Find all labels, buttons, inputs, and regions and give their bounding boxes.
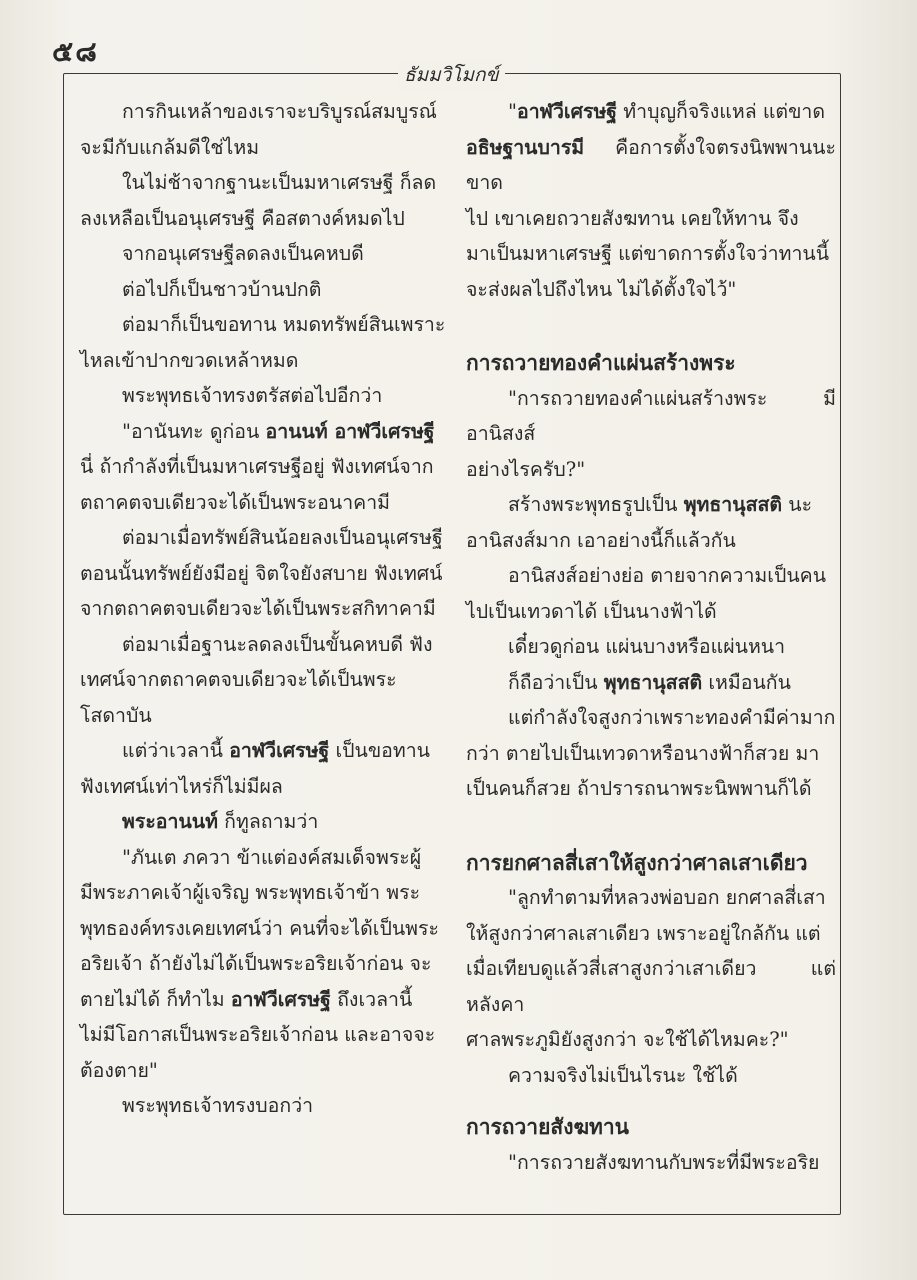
text-line: อานิสงส์มาก เอาอย่างนี้ก็แล้วกัน bbox=[466, 528, 736, 552]
text-line: จะมีกับแกล้มดีใช่ไหม bbox=[80, 135, 260, 159]
text-line: ลงเหลือเป็นอนุเศรษฐี คือสตางค์หมดไป bbox=[80, 206, 405, 230]
text-span: ก็ทูลถามว่า bbox=[217, 810, 319, 833]
section-heading: การถวายทองคำแผ่นสร้างพระ bbox=[466, 350, 736, 375]
text-line: "ลูกทำตามที่หลวงพ่อบอก ยกศาลสี่เสา bbox=[508, 886, 826, 909]
text-line: ไหลเข้าปากขวดเหล้าหมด bbox=[80, 348, 299, 372]
text-line bbox=[466, 130, 836, 201]
text-line bbox=[80, 733, 448, 769]
section-gap bbox=[466, 307, 836, 329]
text-line: เมื่อเทียบดูแล้วสี่เสาสูงกว่าเสาเดียว แต่หลังคา bbox=[466, 957, 836, 1016]
text-line: ไม่มีโอกาสเป็นพระอริยเจ้าก่อน และอาจจะ bbox=[80, 1023, 436, 1046]
bold-term: อาฬวีเศรษฐี bbox=[230, 987, 331, 1011]
text-line: จะส่งผลไปถึงไหน ไม่ได้ตั้งใจไว้" bbox=[466, 277, 737, 301]
text-line: ตอนนั้นทรัพย์ยังมีอยู่ จิตใจยังสบาย ฟังเทศน์ bbox=[80, 561, 443, 585]
text-line: พระพุทธเจ้าทรงบอกว่า bbox=[122, 1094, 314, 1117]
left-column bbox=[80, 94, 448, 1124]
bold-term: พระอานนท์ bbox=[122, 810, 218, 833]
text-line: เป็นคนก็สวย ถ้าปรารถนาพระนิพพานก็ได้ bbox=[466, 777, 812, 800]
text-line: "การถวายสังฆทานกับพระที่มีพระอริย bbox=[508, 1150, 820, 1174]
text-line: ต่อมาเมื่อฐานะลดลงเป็นขั้นคหบดี ฟัง bbox=[122, 632, 433, 656]
text-line bbox=[80, 982, 448, 1018]
running-header: ธัมมวิโมกข์ bbox=[398, 60, 505, 90]
text-line: ต่อไปก็เป็นชาวบ้านปกติ bbox=[122, 277, 322, 301]
text-line: ความจริงไม่เป็นไรนะ ใช้ได้ bbox=[508, 1063, 738, 1087]
text-line: พระพุทธเจ้าทรงตรัสต่อไปอีกว่า bbox=[122, 384, 383, 407]
text-span: " bbox=[508, 100, 517, 123]
text-line: การกินเหล้าของเราจะบริบูรณ์สมบูรณ์ bbox=[122, 100, 437, 123]
text-line: มาเป็นมหาเศรษฐี แต่ขาดการตั้งใจว่าทานนี้ bbox=[466, 242, 830, 265]
bold-term: อานนท์ อาฬวีเศรษฐี bbox=[265, 419, 435, 443]
text-line bbox=[466, 665, 836, 701]
text-line: ไป เขาเคยถวายสังฆทาน เคยให้ทาน จึง bbox=[466, 206, 799, 230]
text-line: มีพระภาคเจ้าผู้เจริญ พระพุทธเจ้าข้า พระ bbox=[80, 881, 421, 904]
text-span: นะ bbox=[782, 493, 813, 516]
page-number: ๕๘ bbox=[52, 35, 99, 68]
text-span: เป็นขอทาน bbox=[329, 739, 431, 762]
text-line bbox=[466, 487, 836, 523]
text-line bbox=[80, 804, 448, 840]
text-line: เดี๋ยวดูก่อน แผ่นบางหรือแผ่นหนา bbox=[508, 635, 786, 658]
text-line: ต้องตาย" bbox=[80, 1058, 158, 1082]
text-line: จากตถาคตจบเดียวจะได้เป็นพระสกิทาคามี bbox=[80, 597, 436, 620]
text-line: อานิสงส์อย่างย่อ ตายจากความเป็นคน bbox=[508, 564, 827, 587]
text-line: ไปเป็นเทวดาได้ เป็นนางฟ้าได้ bbox=[466, 599, 717, 623]
text-span: ตายไม่ได้ ก็ทำไม bbox=[80, 987, 231, 1011]
text-line: ต่อมาเมื่อทรัพย์สินน้อยลงเป็นอนุเศรษฐี bbox=[122, 526, 443, 549]
text-line: พุทธองค์ทรงเคยเทศน์ว่า คนที่จะได้เป็นพระ bbox=[80, 916, 439, 940]
text-line: "การถวายทองคำแผ่นสร้างพระ มีอานิสงส์ bbox=[466, 386, 836, 445]
text-line: จากอนุเศรษฐีลดลงเป็นคหบดี bbox=[122, 242, 364, 265]
text-span: แต่ว่าเวลานี้ bbox=[122, 739, 230, 762]
text-line: แต่กำลังใจสูงกว่าเพราะทองคำมีค่ามาก bbox=[508, 706, 836, 729]
bold-term: พุทธานุสสติ bbox=[603, 670, 703, 694]
text-line bbox=[80, 414, 448, 450]
text-line: "ภันเต ภควา ข้าแต่องค์สมเด็จพระผู้ bbox=[122, 845, 422, 869]
text-span: เหมือนกัน bbox=[702, 670, 791, 694]
text-span: ทำบุญก็จริงแหล่ แต่ขาด bbox=[617, 100, 826, 123]
section-heading: การถวายสังฆทาน bbox=[466, 1114, 630, 1139]
text-line: อริยเจ้า ถ้ายังไม่ได้เป็นพระอริยเจ้าก่อน จะ bbox=[80, 952, 432, 975]
section-heading: การยกศาลสี่เสาให้สูงกว่าศาลเสาเดียว bbox=[466, 849, 808, 875]
text-line: กว่า ตายไปเป็นเทวดาหรือนางฟ้าก็สวย มา bbox=[466, 741, 820, 765]
text-line: ให้สูงกว่าศาลเสาเดียว เพราะอยู่ใกล้กัน แต่ bbox=[466, 921, 821, 945]
text-line: เทศน์จากตถาคตจบเดียวจะได้เป็นพระโสดาบัน bbox=[80, 668, 397, 727]
right-column bbox=[466, 94, 836, 1180]
text-span: สร้างพระพุทธรูปเป็น bbox=[508, 493, 684, 516]
text-line: นี่ ถ้ากำลังที่เป็นมหาเศรษฐีอยู่ ฟังเทศน์จาก bbox=[80, 455, 434, 478]
text-line: ในไม่ช้าจากฐานะเป็นมหาเศรษฐี ก็ลด bbox=[122, 171, 437, 194]
text-span: "อานันทะ ดูก่อน bbox=[122, 419, 266, 443]
bold-term: อาฬวีเศรษฐี bbox=[229, 739, 330, 762]
text-span: คือการตั้งใจตรงนิพพานนะ ขาด bbox=[466, 135, 836, 194]
text-line bbox=[466, 94, 836, 130]
text-span: ก็ถือว่าเป็น bbox=[508, 670, 604, 694]
text-span: ถึงเวลานี้ bbox=[330, 987, 413, 1011]
text-line: ศาลพระภูมิยังสูงกว่า จะใช้ได้ไหมคะ?" bbox=[466, 1028, 789, 1051]
text-line: ตถาคตจบเดียวจะได้เป็นพระอนาคามี bbox=[80, 490, 391, 514]
text-line: อย่างไรครับ?" bbox=[466, 457, 586, 481]
bold-term: อธิษฐานบารมี bbox=[466, 135, 585, 159]
text-line: ต่อมาก็เป็นขอทาน หมดทรัพย์สินเพราะ bbox=[122, 313, 446, 336]
text-line: ฟังเทศน์เท่าไหร่ก็ไม่มีผล bbox=[80, 774, 283, 798]
bold-term: อาฬวีเศรษฐี bbox=[516, 100, 618, 123]
section-gap bbox=[466, 807, 836, 829]
bold-term: พุทธานุสสติ bbox=[683, 493, 783, 516]
